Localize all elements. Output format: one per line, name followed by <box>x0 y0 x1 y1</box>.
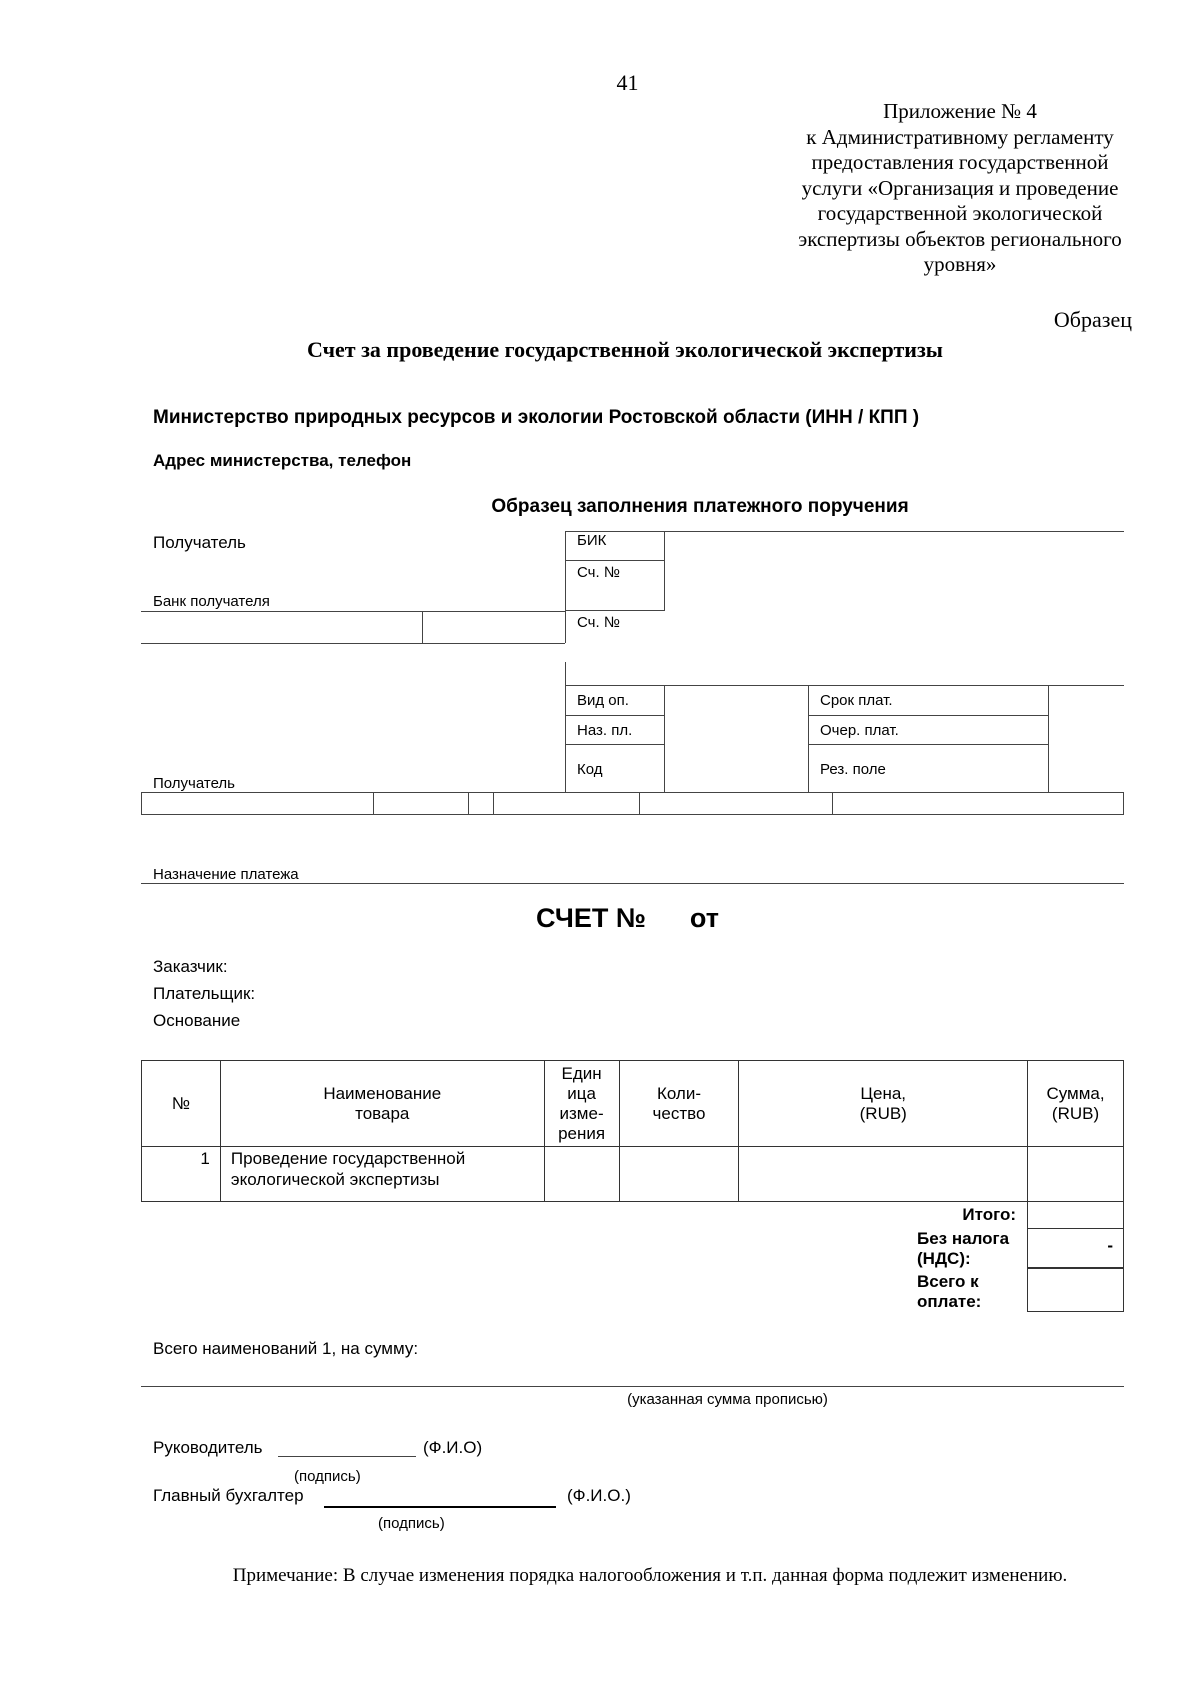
grid-line <box>141 792 1124 793</box>
header-line: (RUB) <box>859 1103 907 1123</box>
appendix-line: предоставления государственной <box>811 150 1109 174</box>
grid-line <box>373 792 374 814</box>
grid-line <box>493 792 494 814</box>
col-header-num: № <box>142 1061 221 1147</box>
col-header-sum <box>1028 1061 1124 1147</box>
pay-order-label: Очер. плат. <box>820 722 899 739</box>
grid-line <box>141 611 565 612</box>
pay-term-label: Срок плат. <box>820 692 893 709</box>
reserve-label: Рез. поле <box>820 761 886 778</box>
purpose-type-label: Наз. пл. <box>577 722 633 739</box>
row-name-cell <box>220 1147 544 1202</box>
grid-line <box>639 792 640 814</box>
grid-line <box>664 685 665 792</box>
appendix-line: к Административному регламенту <box>806 124 1114 149</box>
accountant-label: Главный бухгалтер <box>153 1486 304 1505</box>
grid-line <box>565 560 665 561</box>
header-line: товара <box>355 1103 410 1123</box>
appendix-header <box>740 99 1180 278</box>
accountant-fio: (Ф.И.О.) <box>567 1486 631 1505</box>
ministry-name: Министерство природных ресурсов и экологии Ростовской области (ИНН / КПП ) <box>153 407 920 428</box>
grid-line <box>565 744 665 745</box>
no-tax-value-box <box>1027 1227 1124 1268</box>
total-value-box <box>1027 1201 1124 1229</box>
invoice-heading <box>0 903 1200 934</box>
grid-line <box>832 792 833 814</box>
appendix-line: услуги «Организация и проведение <box>801 175 1119 200</box>
head-signature-line <box>278 1456 416 1457</box>
grid-line <box>808 685 809 792</box>
appendix-line: уровня» <box>923 252 997 276</box>
header-line: чество <box>652 1103 706 1123</box>
grid-line <box>141 643 565 644</box>
col-header-name <box>220 1061 544 1147</box>
no-tax-label-line: (НДС): <box>917 1249 971 1268</box>
header-line: Сумма, <box>1046 1083 1105 1103</box>
amount-words-line <box>141 1386 1124 1387</box>
grid-line <box>664 531 665 610</box>
to-pay-value-box <box>1027 1268 1124 1312</box>
sample-label: Образец <box>1053 307 1132 332</box>
no-tax-label-line: Без налога <box>917 1229 1010 1248</box>
row-unit-cell <box>544 1147 619 1202</box>
goods-table <box>141 1060 1124 1202</box>
col-header-price <box>739 1061 1028 1147</box>
grid-line <box>808 715 1048 716</box>
items-summary: Всего наименований 1, на сумму: <box>153 1339 419 1358</box>
payment-order-title: Образец заполнения платежного поручения <box>491 496 909 517</box>
row-qty-cell <box>619 1147 739 1202</box>
no-tax-label <box>917 1229 1009 1269</box>
grid-line <box>565 662 566 792</box>
row-num-cell: 1 <box>142 1147 221 1202</box>
footnote: Примечание: В случае изменения порядка налогообложения и т.п. данная форма подлежит изменению. <box>232 1565 1068 1586</box>
code-label: Код <box>577 761 603 778</box>
invoice-from-label: от <box>689 903 719 933</box>
account-label: Сч. № <box>577 564 620 581</box>
head-label: Руководитель <box>153 1438 263 1457</box>
grid-line <box>808 744 1048 745</box>
ministry-address: Адрес министерства, телефон <box>153 451 412 470</box>
recipient-label: Получатель <box>153 533 246 552</box>
payer-label: Плательщик: <box>153 984 256 1003</box>
basis-label: Основание <box>153 1011 241 1030</box>
grid-line <box>1048 685 1049 792</box>
to-pay-label-line: оплате: <box>917 1292 982 1311</box>
bik-label: БИК <box>577 532 607 549</box>
page-number: 41 <box>616 70 639 95</box>
grid-line <box>1123 792 1124 814</box>
header-line: ица <box>567 1083 596 1103</box>
header-line: Цена, <box>860 1083 907 1103</box>
grid-line <box>565 610 665 611</box>
row-name-line: экологической экспертизы <box>230 1170 440 1189</box>
customer-label: Заказчик: <box>153 957 228 976</box>
head-fio: (Ф.И.О) <box>423 1438 483 1457</box>
grid-line <box>565 685 1124 686</box>
invoice-number-label: СЧЕТ № <box>536 903 646 933</box>
grid-line <box>565 715 665 716</box>
header-line: Коли- <box>656 1083 702 1103</box>
appendix-line: государственной экологической <box>817 201 1103 225</box>
to-pay-label-line: Всего к <box>917 1272 979 1291</box>
total-label: Итого: <box>962 1205 1016 1224</box>
grid-line <box>422 611 423 643</box>
header-line: рения <box>558 1123 606 1143</box>
document-title: Счет за проведение государственной экологической экспертизы <box>307 337 943 362</box>
row-sum-cell <box>1028 1147 1124 1202</box>
grid-line <box>468 792 469 814</box>
to-pay-label <box>917 1272 981 1312</box>
table-header-row <box>142 1061 1124 1147</box>
recipient-label-2: Получатель <box>153 775 235 792</box>
col-header-unit <box>544 1061 619 1147</box>
grid-line <box>141 814 1124 815</box>
table-row <box>142 1147 1124 1202</box>
header-line: (RUB) <box>1051 1103 1100 1123</box>
header-line: Един <box>561 1063 602 1083</box>
row-price-cell <box>739 1147 1028 1202</box>
accountant-signature-caption: (подпись) <box>378 1515 445 1532</box>
head-signature-caption: (подпись) <box>294 1468 361 1485</box>
appendix-line: экспертизы объектов регионального <box>798 226 1122 251</box>
grid-line <box>141 792 142 814</box>
accountant-signature-line <box>324 1506 556 1508</box>
grid-line <box>565 531 1124 532</box>
grid-line <box>565 531 566 643</box>
row-name-line: Проведение государственной <box>230 1149 466 1168</box>
col-header-qty <box>619 1061 739 1147</box>
no-tax-value: - <box>1107 1236 1113 1255</box>
op-type-label: Вид оп. <box>577 692 629 709</box>
grid-line <box>141 883 1124 884</box>
appendix-line: Приложение № 4 <box>883 99 1037 123</box>
bank-label: Банк получателя <box>153 593 270 610</box>
amount-words-caption: (указанная сумма прописью) <box>627 1391 828 1408</box>
header-line: Наименование <box>323 1083 442 1103</box>
payment-purpose-label: Назначение платежа <box>153 866 299 883</box>
account-label: Сч. № <box>577 614 620 631</box>
header-line: изме- <box>559 1103 604 1123</box>
